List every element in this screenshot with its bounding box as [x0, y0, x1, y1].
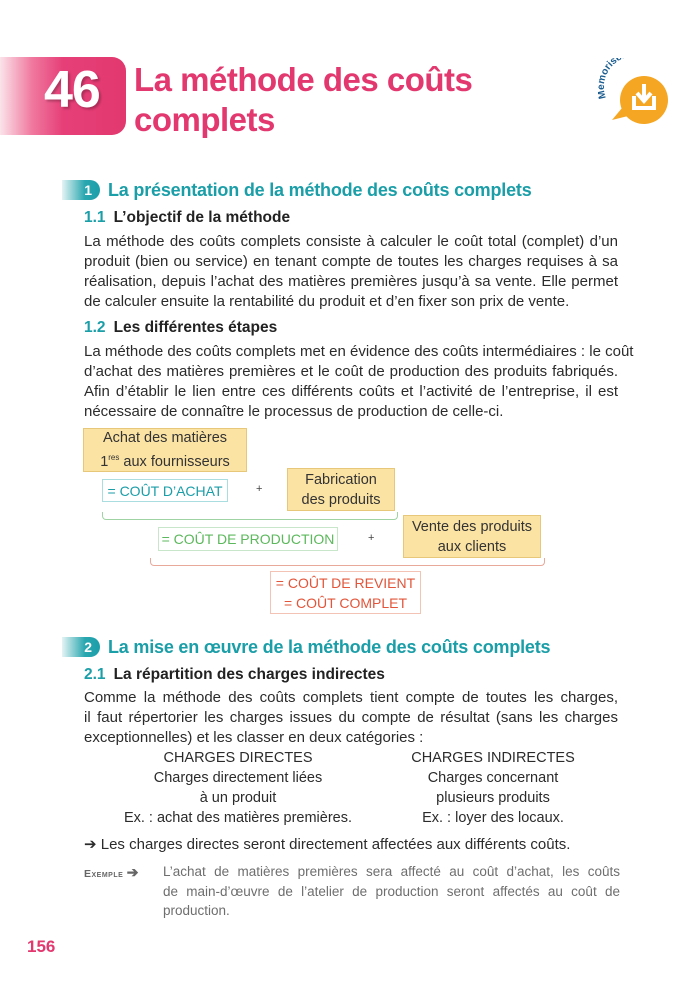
plus-sign: +	[368, 532, 375, 544]
text-line: exceptionnelles) et les classer en deux catégories :	[84, 729, 424, 746]
step-label	[84, 448, 246, 472]
text-line: d’achat des matières premières et le coût de production des produits fabriqués.	[84, 363, 618, 380]
page-number: 156	[27, 937, 56, 956]
section-number: 2	[62, 637, 100, 657]
text-line: L’achat de matières premières sera affecté au coût d’achat, les coûts	[163, 864, 620, 879]
example-label	[84, 863, 139, 885]
plus-sign: +	[256, 483, 263, 495]
chapter-number: 46	[44, 61, 100, 119]
text-line: de main-d’œuvre de l’atelier de production seront affectés au coût de	[163, 883, 620, 899]
ordinal-suffix: res	[108, 453, 120, 463]
example-label-text: Exemple	[84, 868, 124, 880]
example-block	[84, 862, 620, 921]
ordinal: 1	[100, 453, 109, 470]
subsection-2-1-heading	[84, 666, 385, 684]
step-purchase-box	[83, 428, 247, 472]
step-label: des produits	[301, 491, 381, 508]
note-text: Les charges directes seront directement affectées aux différents coûts.	[100, 836, 571, 853]
step-label-rest: aux fournisseurs	[119, 453, 230, 470]
section-1-heading	[62, 179, 532, 201]
memoriser-badge[interactable]	[598, 58, 674, 128]
subsection-title: L’objectif de la méthode	[113, 209, 291, 226]
direct-charges-column	[108, 748, 368, 828]
step-sales-box	[403, 515, 541, 558]
subsection-title: Les différentes étapes	[113, 319, 278, 336]
text-line: La méthode des coûts complets met en évidence des coûts intermédiaires : le coût	[84, 343, 634, 360]
text-line: à un produit	[199, 790, 277, 806]
cost-label: = COÛT COMPLET	[283, 594, 408, 611]
cost-purchase-box	[102, 479, 228, 502]
text-line: Ex. : loyer des locaux.	[422, 810, 564, 826]
section-title: La mise en œuvre de la méthode des coûts complets	[108, 636, 551, 657]
step-label: Vente des produits	[411, 518, 533, 535]
step-production-box	[287, 468, 395, 511]
arrow-right-icon: ➔	[126, 864, 139, 880]
step-label: Fabrication	[305, 471, 377, 488]
paragraph-steps	[84, 342, 634, 422]
cost-label: = COÛT DE REVIENT	[275, 574, 416, 591]
subsection-1-1-heading	[84, 209, 290, 227]
arrow-right-icon: ➔	[84, 836, 97, 853]
indirect-charges-column	[363, 748, 623, 828]
text-line: Ex. : achat des matières premières.	[123, 810, 353, 826]
paragraph-charges	[84, 688, 618, 748]
section-2-heading	[62, 636, 550, 658]
subsection-number: 1.2	[84, 319, 106, 336]
section-number: 1	[62, 180, 100, 200]
column-heading: CHARGES DIRECTES	[163, 750, 313, 766]
subsection-title: La répartition des charges indirectes	[113, 666, 385, 683]
cost-label: = COÛT DE PRODUCTION	[161, 531, 335, 547]
text-line: Charges directement liées	[153, 770, 323, 786]
text-line: La méthode des coûts complets consiste à calculer le coût total (complet) d’un	[84, 233, 618, 250]
subsection-number: 1.1	[84, 209, 106, 226]
cost-label: = COÛT D’ACHAT	[107, 482, 223, 499]
cost-production-box	[158, 527, 338, 551]
text-line: réalisation, depuis l’achat des matières premières jusqu’à sa vente. Elle permet	[84, 273, 618, 290]
subsection-number: 2.1	[84, 666, 106, 683]
step-label: aux clients	[437, 538, 507, 555]
brace	[150, 558, 545, 566]
paragraph-objective	[84, 232, 618, 312]
text-line: nécessaire de connaître le processus de production de celle-ci.	[84, 403, 504, 420]
text-line: Comme la méthode des coûts complets tient compte de toutes les charges,	[84, 689, 618, 706]
page-title	[134, 60, 472, 140]
text-line: il faut répertorier les charges issues du compte de résultat (sans les charges	[84, 709, 618, 726]
note	[84, 835, 570, 855]
column-heading: CHARGES INDIRECTES	[411, 750, 575, 766]
svg-text:Mémoriser: oris	[598, 58, 620, 77]
subsection-1-2-heading	[84, 319, 277, 337]
text-line: produit (bien ou service) en tenant compte de toutes les charges requises à sa	[84, 253, 618, 270]
example-text	[163, 862, 620, 921]
title-line: complets	[134, 101, 275, 138]
brace	[102, 512, 398, 520]
text-line: de calculer ensuite la rentabilité du produit et d’en fixer son prix de vente.	[84, 293, 570, 310]
text-line: Charges concernant	[427, 770, 559, 786]
cost-complete-box	[270, 571, 421, 614]
text-line: production.	[163, 903, 230, 918]
text-line: Afin d’établir le lien entre ces différents coûts et l’activité de l’entreprise, il est	[84, 383, 618, 400]
step-label: Achat des matières	[102, 430, 228, 447]
text-line: plusieurs produits	[436, 790, 550, 806]
title-line: La méthode des coûts	[134, 61, 473, 98]
section-title: La présentation de la méthode des coûts complets	[108, 179, 532, 200]
download-icon	[598, 58, 674, 128]
